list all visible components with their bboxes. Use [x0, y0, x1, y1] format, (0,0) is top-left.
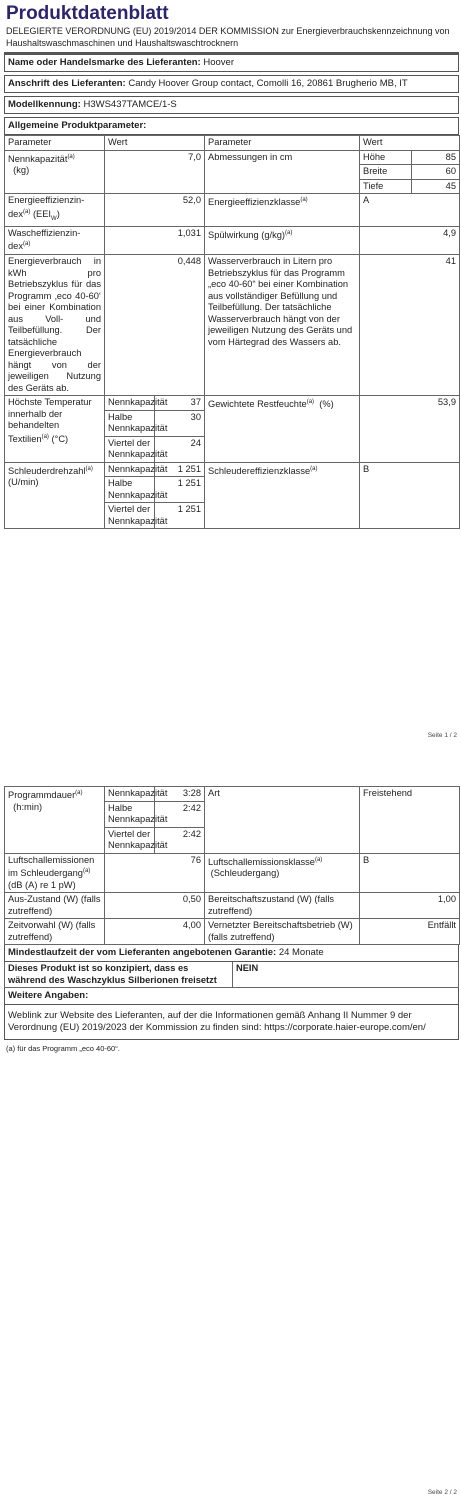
- eei-value: 52,0: [105, 194, 205, 227]
- temperature-label: Höchste Temperatur innerhalb der behandelten Textilien$^{(a)}$ (°C): [5, 396, 105, 463]
- wash-index-value: 1,031: [105, 226, 205, 254]
- rinse-label: Spülwirkung $(g/kg)^{(a)}$: [205, 226, 360, 254]
- page-number-1: Seite 1 / 2: [427, 732, 457, 739]
- dimensions-label: Abmessungen in cm: [205, 150, 360, 194]
- noise-value: 76: [105, 853, 205, 893]
- duration-values: Nennkapazität 3:28 Halbe Nennkapazität 2:42 Viertel der Nennkapazität 2:42: [105, 787, 205, 854]
- spin-class-value: B: [360, 462, 460, 529]
- supplier-name-value: Hoover: [203, 57, 234, 68]
- document-title: Produktdatenblatt: [6, 3, 169, 24]
- supplier-address-row: [4, 75, 459, 93]
- capacity-value: 7,0: [105, 150, 205, 194]
- type-value: Freistehend: [360, 787, 460, 854]
- spin-speed-values: Nennkapazität 1 251 Halbe Nennkapazität 1 251 Viertel der Nennkapazität 1 251: [105, 462, 205, 529]
- params-table-1: [4, 135, 460, 529]
- table-row: [5, 226, 460, 254]
- moisture-value: 53,9: [360, 396, 460, 463]
- supplier-name-row: [4, 54, 459, 72]
- page-1: [4, 0, 459, 739]
- supplier-address-label: Anschrift des Lieferanten:: [8, 78, 126, 89]
- table-row: [5, 853, 460, 893]
- spin-speed-label: Schleuderdrehzahl$^{(a)}$ (U/min): [5, 462, 105, 529]
- off-mode-value: 0,50: [105, 893, 205, 919]
- temperature-values: Nennkapazität 37 Halbe Nennkapazität 30 Viertel der Nennkapazität 24: [105, 396, 205, 463]
- table-row: [5, 396, 460, 463]
- table-row: [5, 462, 460, 529]
- moisture-label: Gewichtete Restfeuchte$^{(a)}$ (%): [205, 396, 360, 463]
- energy-consumption-value: 0,448: [105, 255, 205, 396]
- noise-class-value: B: [360, 853, 460, 893]
- further-info-label: Weitere Angaben:: [8, 990, 89, 1002]
- rinse-value: 4,9: [360, 226, 460, 254]
- dimensions-values: Höhe 85 Breite 60 Tiefe 45: [360, 150, 460, 194]
- further-info-heading: [4, 988, 459, 1005]
- delay-start-value: 4,00: [105, 919, 205, 945]
- table-row: [5, 255, 460, 396]
- header-value: Wert: [360, 136, 460, 151]
- general-params-label: Allgemeine Produktparameter:: [8, 120, 147, 131]
- table-row: [5, 194, 460, 227]
- supplier-address-value: Candy Hoover Group contact, Comolli 16, 20861 Brugherio MB, IT: [128, 78, 408, 89]
- general-params-heading: [4, 117, 459, 135]
- params-table-2: [4, 786, 460, 945]
- noise-class-label: Luftschallemissionsklasse$^{(a)}$ (Schleudergang): [205, 853, 360, 893]
- energy-class-label: Energieeffizienzklasse$^{(a)}$: [205, 194, 360, 227]
- networked-standby-value: Entfällt: [360, 919, 460, 945]
- noise-label: Luftschallemissionen im Schleudergang$^{(a)}$ (dB (A) re 1 pW): [5, 853, 105, 893]
- silver-table: [4, 962, 459, 988]
- header-param: Parameter: [205, 136, 360, 151]
- silver-label: Dieses Produkt ist so konzipiert, dass es während des Waschzyklus Silberionen freisetzt: [5, 962, 233, 988]
- energy-consumption-label: Energieverbrauch in kWh pro Betriebszyklus für das Programm ‚eco 40-60‘ bei einer Kombination aus Voll- und Teilbefüllung. Der tatsächliche Energieverbrauch hängt von der jeweiligen Nutzung des Geräts ab.: [5, 255, 105, 396]
- silver-value: NEIN: [233, 962, 459, 988]
- standby-label: Bereitschaftszustand (W) (falls zutreffend): [205, 893, 360, 919]
- header-value: Wert: [105, 136, 205, 151]
- table-row: [5, 919, 460, 945]
- off-mode-label: Aus-Zustand (W) (falls zutreffend): [5, 893, 105, 919]
- supplier-name-label: Name oder Handelsmarke des Lieferanten:: [8, 57, 201, 68]
- table-row: [5, 787, 460, 854]
- model-value: H3WS437TAMCE/1-S: [83, 99, 177, 110]
- eei-label: Energieeffizienzin-dex$^{(a)}$ $(EEI_W)$: [5, 194, 105, 227]
- table-row: [5, 893, 460, 919]
- spin-class-label: Schleudereffizienzklasse$^{(a)}$: [205, 462, 360, 529]
- capacity-label: Nennkapazität$^{(a)}$ (kg): [5, 150, 105, 194]
- delay-start-label: Zeitvorwahl (W) (falls zutreffend): [5, 919, 105, 945]
- table-header-row: [5, 136, 460, 151]
- duration-label: Programmdauer$^{(a)}$ (h:min): [5, 787, 105, 854]
- table-row: [5, 150, 460, 194]
- standby-value: 1,00: [360, 893, 460, 919]
- header-param: Parameter: [5, 136, 105, 151]
- type-label: Art: [205, 787, 360, 854]
- footnote: (a) für das Programm „eco 40-60“.: [6, 1044, 120, 1054]
- guarantee-value: 24 Monate: [278, 947, 324, 959]
- page-number-2: Seite 2 / 2: [427, 1489, 457, 1496]
- model-label: Modellkennung:: [8, 99, 81, 110]
- regulation-subtitle: DELEGIERTE VERORDNUNG (EU) 2019/2014 DER KOMMISSION zur Energieverbrauchskennzeichnung von Haushaltswaschmaschinen und Haushaltswaschtrocknern: [6, 26, 450, 48]
- guarantee-row: [4, 945, 459, 962]
- water-consumption-value: 41: [360, 255, 460, 396]
- page-2: [4, 786, 459, 1496]
- further-info-text: Weblink zur Website des Lieferanten, auf der die Informationen gemäß Anhang II Nummer 9 der Verordnung (EU) 2019/2023 der Kommission zu finden sind: https://corporate.haier-europe.com/en/: [4, 1005, 459, 1040]
- energy-class-value: A: [360, 194, 460, 227]
- water-consumption-label: Wasserverbrauch in Litern pro Betriebszyklus für das Programm „eco 40-60“ bei einer Kombination aus vollständiger Befüllung und Teilbefüllung. Der tatsächliche Wasserverbrauch hängt von der jeweiligen Nutzung des Geräts und vom Härtegrad des Wassers ab.: [205, 255, 360, 396]
- wash-index-label: Wascheffizienzin-dex$^{(a)}$: [5, 226, 105, 254]
- model-row: [4, 96, 459, 114]
- networked-standby-label: Vernetzter Bereitschaftsbetrieb (W) (falls zutreffend): [205, 919, 360, 945]
- guarantee-label: Mindestlaufzeit der vom Lieferanten angebotenen Garantie:: [8, 947, 277, 959]
